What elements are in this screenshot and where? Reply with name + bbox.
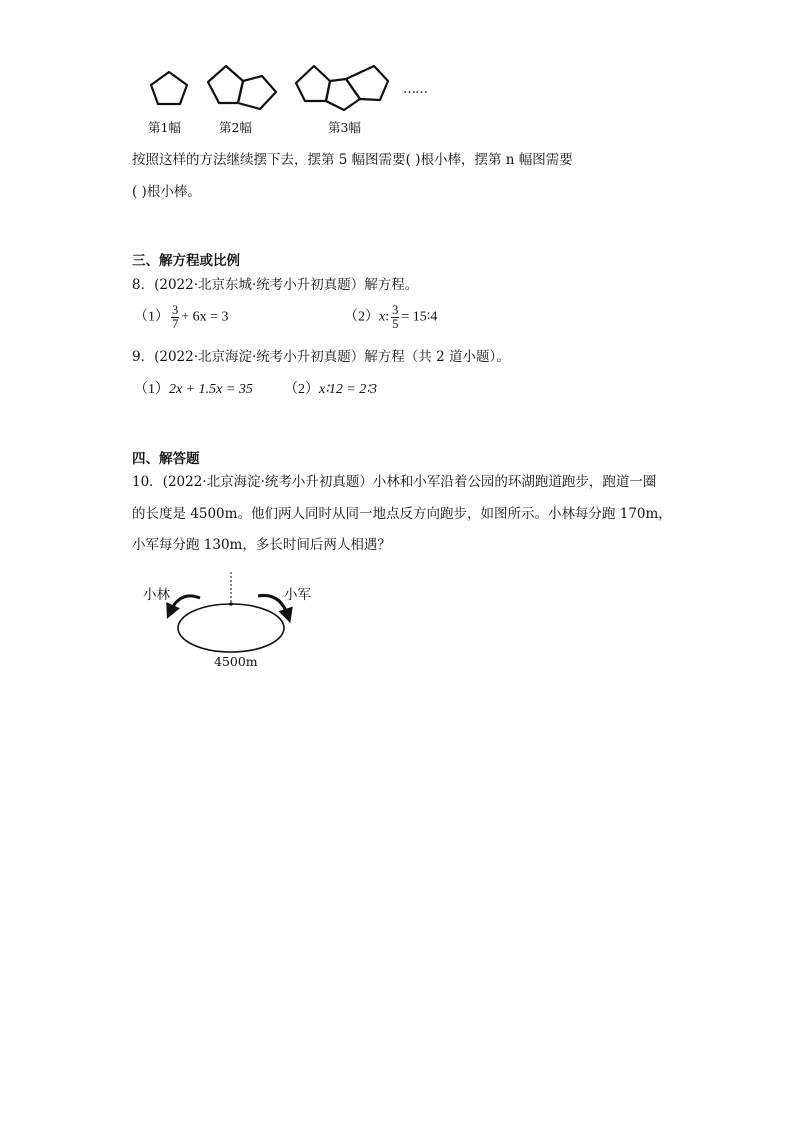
- track-diagram: [0, 560, 794, 680]
- figure-3-pentagon-left: [296, 66, 330, 101]
- q8-part1-prefix: （1）: [134, 309, 169, 325]
- q8-part1: [134, 304, 229, 331]
- q8-part1-fraction: [171, 304, 179, 331]
- q8-label: 8．(2022·北京东城·统考小升初真题）解方程。: [132, 277, 419, 293]
- figure-3-pentagon-right: [346, 66, 388, 100]
- q8-part2-frac-num: 3: [392, 303, 399, 317]
- q9-part1-eq: 2x + 1.5x = 35: [169, 382, 253, 397]
- q8-part1-rest: + 6x = 3: [181, 309, 229, 325]
- figure-3-pentagon-middle: [326, 79, 360, 110]
- figure-1-pentagon: [151, 72, 187, 104]
- q8-part2-colon: :: [385, 309, 390, 325]
- track-ellipse: [178, 604, 284, 652]
- q9-part1: [134, 378, 253, 398]
- q8-part1-frac-den: 7: [172, 317, 179, 331]
- xiaolin-label: 小林: [143, 587, 170, 603]
- start-point: [229, 602, 233, 606]
- track-length-label: 4500m: [214, 654, 258, 669]
- q8-part1-frac-num: 3: [172, 303, 179, 317]
- caption-figure-2: 第2幅: [219, 120, 252, 135]
- figure-2-pentagon-left: [208, 66, 243, 103]
- q10-line1: 10．(2022·北京海淀·统考小升初真题）小林和小军沿着公园的环湖跑道跑步，跑道一圈: [132, 474, 657, 490]
- q8-part2-var: x: [379, 309, 386, 325]
- q9-part1-prefix: （1）: [134, 382, 169, 397]
- q8-part2: [344, 304, 437, 331]
- q8-part2-frac-den: 5: [392, 317, 399, 331]
- pattern-question-line2: ( )根小棒。: [132, 184, 201, 200]
- q8-part2-fraction: [391, 304, 399, 331]
- q8-part2-rest: = 15∶4: [401, 309, 438, 325]
- ellipsis: ……: [403, 82, 427, 97]
- caption-figure-3: 第3幅: [328, 120, 361, 135]
- q9-part2: [284, 378, 377, 398]
- q9-label: 9．(2022·北京海淀·统考小升初真题）解方程（共 2 道小题）。: [132, 349, 510, 365]
- q8-part2-prefix: （2）: [344, 309, 379, 325]
- figure-2-pentagon-right: [238, 76, 276, 109]
- section4-title: 四、解答题: [132, 451, 200, 467]
- section3-title: 三、解方程或比例: [132, 253, 240, 269]
- q10-line2: 的长度是 4500m。他们两人同时从同一地点反方向跑步，如图所示。小林每分跑 170m，: [132, 506, 672, 522]
- pattern-question-line1: 按照这样的方法继续摆下去，摆第 5 幅图需要( )根小棒，摆第 n 幅图需要: [132, 152, 573, 168]
- pentagon-figures: [0, 0, 794, 120]
- q9-part2-eq: x∶12 = 2∶3: [319, 382, 377, 397]
- xiaojun-label: 小军: [284, 587, 311, 603]
- q9-part2-prefix: （2）: [284, 382, 319, 397]
- q10-line3: 小军每分跑 130m，多长时间后两人相遇？: [132, 537, 391, 553]
- caption-figure-1: 第1幅: [148, 120, 181, 135]
